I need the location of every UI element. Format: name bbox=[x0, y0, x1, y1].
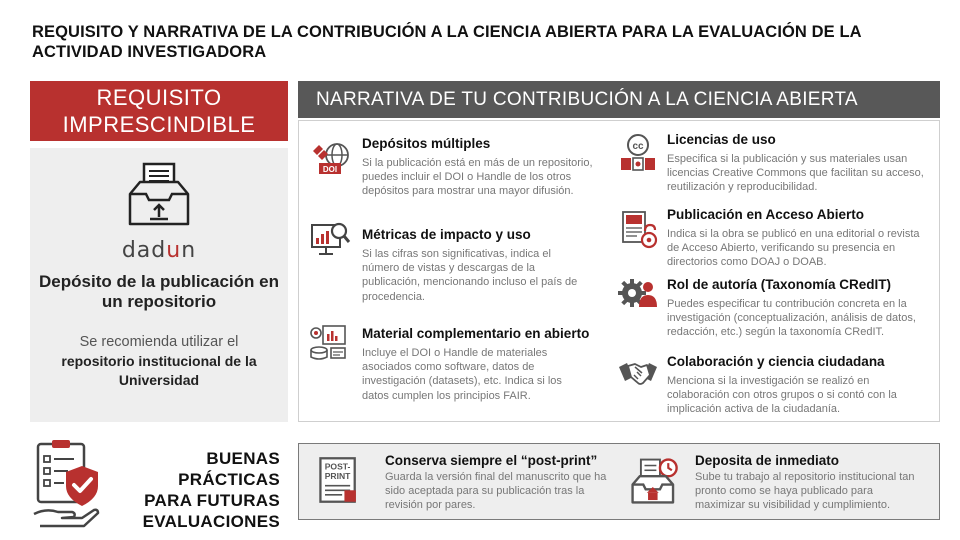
item-title: Rol de autoría (Taxonomía CRedIT) bbox=[667, 277, 892, 292]
item-description: Indica si la obra se publicó en una editorial o revista de Acceso Abierto, verificando su presencia en directorios como DOAJ o DOAB. bbox=[667, 228, 920, 269]
open-access-icon bbox=[617, 209, 659, 251]
dadun-logo: dadun bbox=[121, 238, 197, 263]
requirement-header-line1: REQUISITO bbox=[96, 85, 222, 110]
best-practices-title-line2: PARA FUTURAS bbox=[144, 491, 280, 510]
supplementary-material-icon bbox=[307, 321, 349, 363]
item-description: Guarda la versión final del manuscrito que ha sido aceptada para su publicación tras la revisión por pares. bbox=[385, 471, 607, 512]
item-title: Material complementario en abierto bbox=[362, 326, 590, 341]
requirement-header-line2: IMPRESCINDIBLE bbox=[62, 112, 256, 137]
creative-commons-icon bbox=[617, 133, 659, 175]
narrative-header: NARRATIVA DE TU CONTRIBUCIÓN A LA CIENCIA ABIERTA bbox=[298, 81, 940, 118]
item-description: Menciona si la investigación se realizó en colaboración con otros grupos o si contó con la implicación activa de la ciudadanía. bbox=[667, 375, 897, 416]
item-title: Publicación en Acceso Abierto bbox=[667, 207, 865, 222]
item-title: Depósitos múltiples bbox=[362, 136, 491, 151]
impact-metrics-icon bbox=[309, 219, 351, 261]
authorship-role-icon bbox=[617, 273, 659, 315]
print-badge: PRINT bbox=[324, 470, 351, 481]
item-description: Especifica si la publicación y sus materiales usan licencias Creative Commons que facilitan su acceso, reutilización y reproducibilidad. bbox=[667, 153, 924, 194]
handshake-icon bbox=[617, 351, 659, 393]
item-description: Sube tu trabajo al repositorio institucional tan pronto como se haya publicado para maximizar su visibilidad y cumplimiento. bbox=[695, 471, 915, 512]
doi-badge: DOI bbox=[322, 165, 338, 174]
cc-badge: cc bbox=[632, 141, 644, 152]
item-title: Conserva siempre el “post-print” bbox=[385, 453, 598, 468]
multiple-deposits-icon bbox=[309, 139, 351, 181]
best-practices-box bbox=[298, 443, 940, 520]
post-print-icon bbox=[317, 456, 365, 504]
requirement-note-strong: repositorio institucional de la Universidad bbox=[61, 353, 257, 388]
page-title: REQUISITO Y NARRATIVA DE LA CONTRIBUCIÓN A LA CIENCIA ABIERTA PARA LA EVALUACIÓN DE LA ACTIVIDAD INVESTIGADORA bbox=[32, 23, 862, 61]
best-practices-title-line1: BUENAS PRÁCTICAS bbox=[178, 449, 280, 489]
item-description: Puedes especificar tu contribución concreta en la investigación (conceptualización, análisis de datos, redacción, etc.) según la taxonomía CRedIT. bbox=[667, 298, 916, 339]
requirement-header bbox=[30, 81, 288, 141]
item-title: Colaboración y ciencia ciudadana bbox=[667, 354, 885, 369]
item-description: Si las cifras son significativas, indica el número de vistas y descargas de la publicación, mencionando incluso el país de procedencia. bbox=[362, 248, 578, 303]
deposit-immediately-icon bbox=[629, 456, 679, 506]
checklist-shield-icon bbox=[32, 438, 104, 528]
item-description: Si la publicación está en más de un repositorio, puedes incluir el DOI o Handle de los otros depósitos para mostrar una mayor difusión. bbox=[362, 157, 593, 198]
item-title: Deposita de inmediato bbox=[695, 453, 840, 468]
item-description: Incluye el DOI o Handle de materiales asociados como software, datos de investigación (datasets), etc. Indica si los datos cumplen los principios FAIR. bbox=[362, 347, 562, 402]
item-title: Métricas de impacto y uso bbox=[362, 227, 531, 242]
requirement-note: Se recomienda utilizar el bbox=[79, 334, 239, 350]
requirement-box bbox=[30, 148, 288, 422]
item-title: Licencias de uso bbox=[667, 132, 776, 147]
best-practices-title-line3: EVALUACIONES bbox=[142, 512, 280, 531]
post-badge: POST- bbox=[324, 461, 351, 472]
requirement-title: Depósito de la publicación en un repositorio bbox=[39, 272, 279, 311]
narrative-box bbox=[298, 120, 940, 422]
best-practices-title bbox=[108, 448, 280, 532]
document-tray-icon bbox=[124, 160, 194, 230]
